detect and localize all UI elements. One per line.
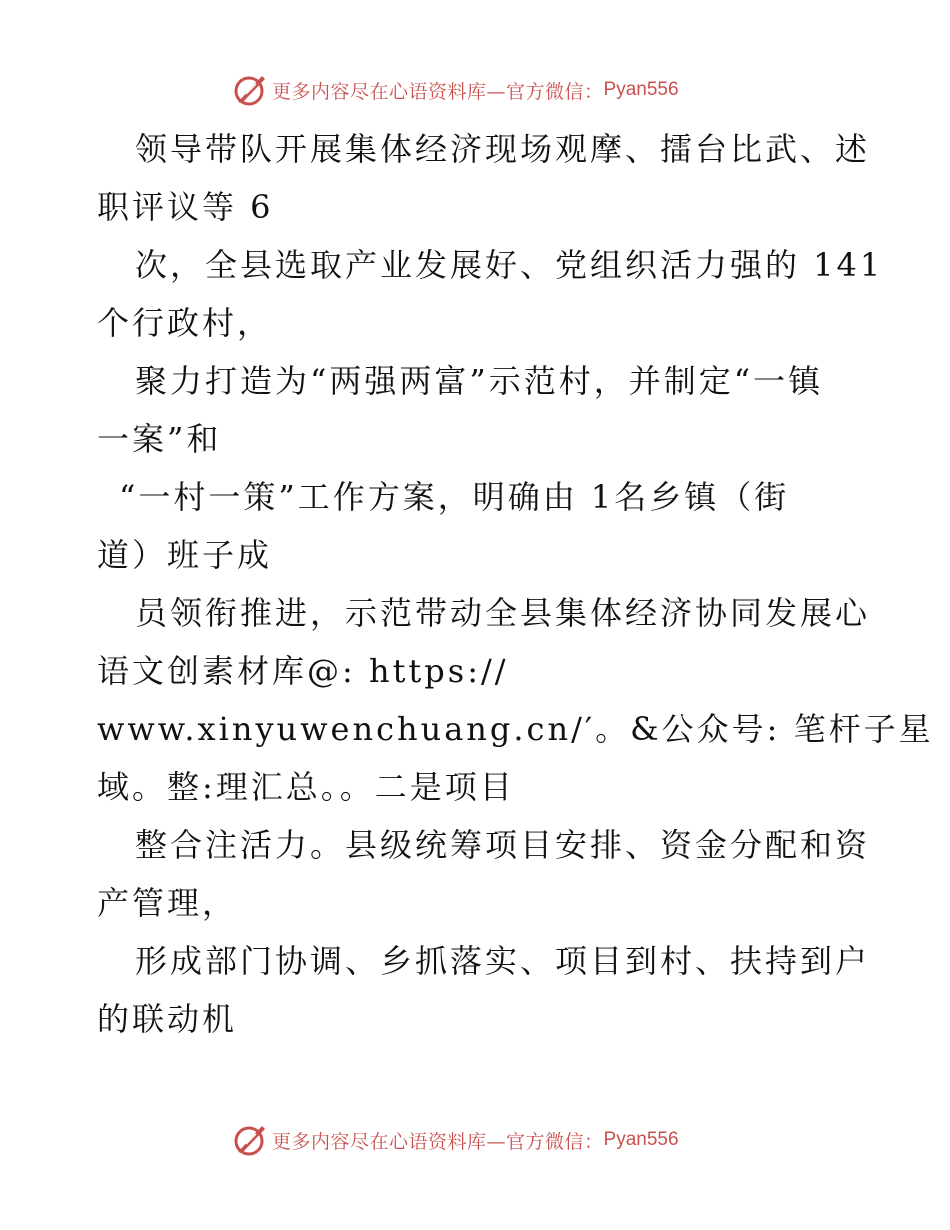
quill-logo-icon (232, 72, 268, 108)
body-line: 职评议等 6 (97, 188, 274, 226)
body-line: 道）班子成 (97, 536, 273, 574)
body-line: 的联动机 (97, 1000, 238, 1038)
document-body (97, 120, 934, 1048)
header-banner-content (232, 70, 679, 110)
body-line: 一案”和 (97, 420, 222, 458)
body-line: 聚力打造为“两强两富”示范村，并制定“一镇 (135, 362, 824, 400)
body-line: 领导带队开展集体经济现场观摩、擂台比武、述 (135, 130, 871, 168)
body-line: 次，全县选取产业发展好、党组织活力强的 141 (135, 246, 884, 284)
body-line: 员领衔推进，示范带动全县集体经济协同发展心 (135, 594, 871, 632)
header-banner-text: 更多内容尽在心语资料库—官方微信： (272, 80, 604, 103)
body-line: www.xinyuwenchuang.cn/′。&公众号: 笔杆子星 (97, 710, 934, 748)
header-wechat-id: Pyan556 (603, 79, 679, 100)
footer-banner-content (232, 1120, 679, 1160)
body-line: 形成部门协调、乡抓落实、项目到村、扶持到户 (135, 942, 871, 980)
quill-logo-icon (232, 1122, 268, 1158)
body-line: 域。整:理汇总。。二是项目 (97, 768, 515, 806)
footer-banner (0, 1120, 950, 1160)
body-line: 整合注活力。县级统筹项目安排、资金分配和资 (135, 826, 871, 864)
header-banner (0, 70, 950, 110)
body-line: 产管理， (97, 884, 238, 922)
footer-wechat-id: Pyan556 (603, 1129, 679, 1150)
body-line: 个行政村， (97, 304, 273, 342)
body-line: 语文创素材库@: https:// (97, 652, 509, 690)
body-line: “一村一策”工作方案，明确由 1名乡镇（街 (119, 478, 790, 516)
footer-banner-text: 更多内容尽在心语资料库—官方微信： (272, 1130, 604, 1153)
